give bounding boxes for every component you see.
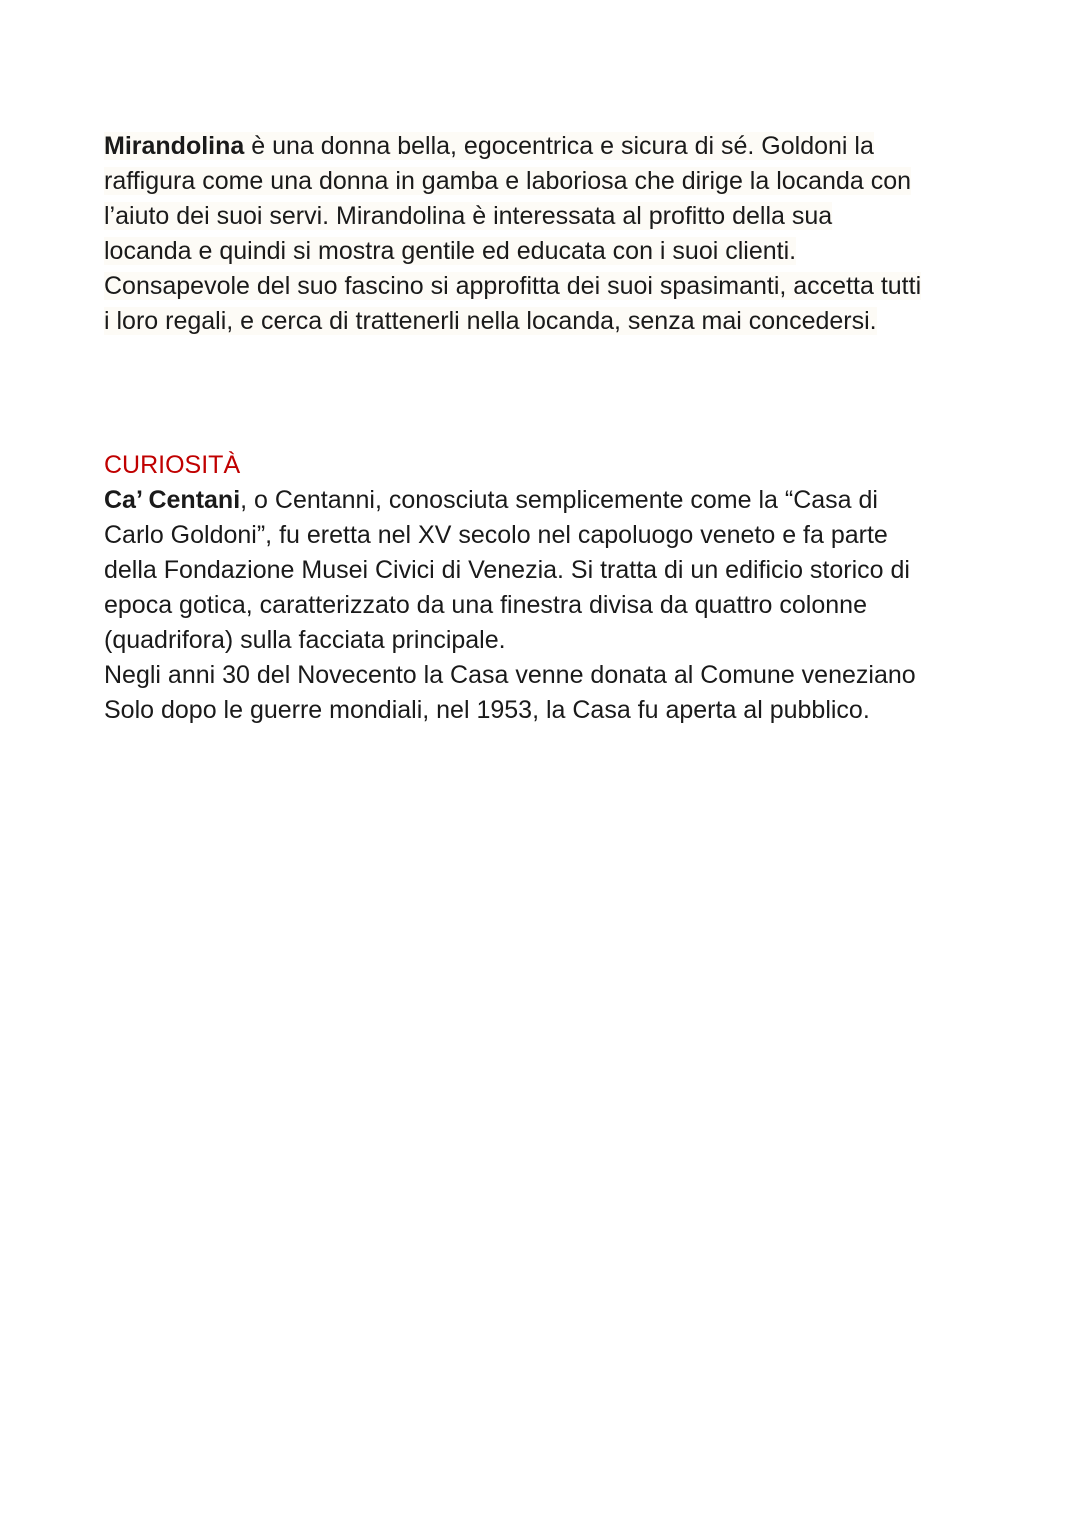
mirandolina-paragraph [104, 129, 1004, 339]
text-line: (quadrifora) sulla facciata principale. [104, 626, 506, 654]
text-line: l’aiuto dei suoi servi. Mirandolina è interessata al profitto della sua [104, 202, 833, 230]
text-line: Negli anni 30 del Novecento la Casa venne donata al Comune veneziano [104, 661, 916, 689]
curiosita-heading: CURIOSITÀ [104, 451, 241, 479]
text-line: Solo dopo le guerre mondiali, nel 1953, la Casa fu aperta al pubblico. [104, 696, 870, 724]
text-line: epoca gotica, caratterizzato da una finestra divisa da quattro colonne [104, 591, 867, 619]
text-line: della Fondazione Musei Civici di Venezia. Si tratta di un edificio storico di [104, 556, 910, 584]
text-line: locanda e quindi si mostra gentile ed educata con i suoi clienti. [104, 237, 797, 265]
text-line: Ca’ Centani, o Centanni, conosciuta semplicemente come la “Casa di [104, 486, 878, 514]
text-line: i loro regali, e cerca di trattenerli nella locanda, senza mai concedersi. [104, 307, 877, 335]
text-line: Carlo Goldoni”, fu eretta nel XV secolo nel capoluogo veneto e fa parte [104, 521, 888, 549]
text-line: Consapevole del suo fascino si approfitta dei suoi spasimanti, accetta tutti [104, 272, 922, 300]
curiosita-paragraph [104, 483, 1004, 728]
text-line: raffigura come una donna in gamba e laboriosa che dirige la locanda con [104, 167, 912, 195]
text-line: Mirandolina è una donna bella, egocentrica e sicura di sé. Goldoni la [104, 132, 874, 160]
bold-term: Mirandolina [104, 132, 245, 160]
bold-term: Ca’ Centani [104, 486, 241, 514]
